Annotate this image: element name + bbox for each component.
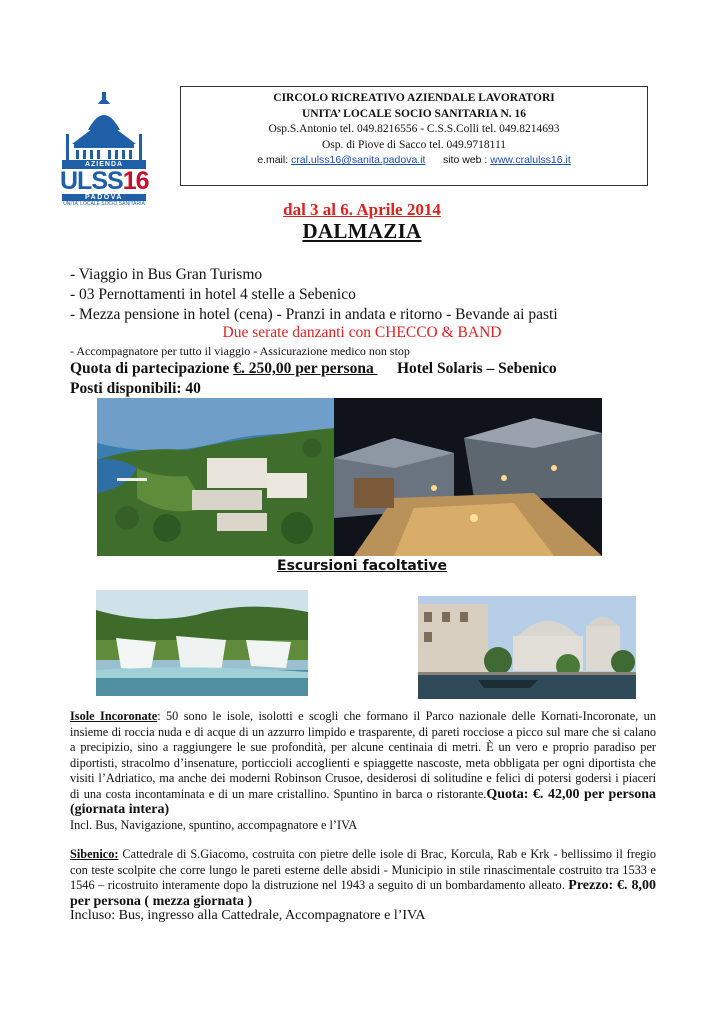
isole-text: : 50 sono le isole, isolotti e scogli che formano il Parco nazionale delle Kornati-Incoronate, un insieme di roccia nuda e di acque di un azzurro limpido e trasparente, di pareti rocciose a picco sul mare che si calano a precipizio, sino a raggiungere le sue profondità, per alcune centinaia di metri. È un vero e proprio paradiso per diportisti, stracolmo d’insenature, porticcioli accoglienti e spiaggette nascoste, meta obbligata per ogni diportista che visiti l’Adriatico, ma anche dei moderni Robinson Crusoe, desiderosi di solitudine e felici di potersi godersi i piaceri di una costa incontaminata e di un mare cristallino. Spuntino in barca o ristorante. xyxy=(70,709,656,801)
sibenico-price: Prezzo: €. 8,00 per persona ( mezza giornata ) xyxy=(70,878,656,909)
logo-number: 16 xyxy=(122,167,149,195)
web-label: sito web : xyxy=(442,154,491,166)
header-line-1: CIRCOLO RICREATIVO AZIENDALE LAVORATORI xyxy=(273,92,555,104)
accompaniment-note: - Accompagnatore per tutto il viaggio - Assicurazione medico non stop xyxy=(70,344,410,358)
isole-price: Quota: €. 42,00 per persona (giornata intera) xyxy=(70,786,656,817)
header-box xyxy=(180,86,648,186)
hotel-aerial-photo xyxy=(97,398,334,556)
website-link[interactable]: www.cralulss16.it xyxy=(490,154,571,166)
sibenico-text: Cattedrale di S.Giacomo, costruita con pietre delle isole di Brac, Korcula, Rab e Krk - bellissimo il fregio con teste scolpite che corre lungo le pareti esterne delle absidi - Municipio in stile rinascimentale costruito tra 1533 e 1546 – ricostruito interamente dopo la distruzione nel 1943 a seguito di un bombardamento alleato. xyxy=(70,847,656,892)
quota-price: €. 250,00 per persona xyxy=(233,360,378,377)
logo-azienda: AZIENDA xyxy=(84,161,124,168)
trip-dates: dal 3 al 6. Aprile 2014 xyxy=(283,200,441,219)
quota-label: Quota di partecipazione xyxy=(70,360,230,377)
isole-included: Incl. Bus, Navigazione, spuntino, accompagnatore e l’IVA xyxy=(70,818,358,832)
logo-padova: PADOVA xyxy=(85,194,123,201)
sibenico-name: Sibenico: xyxy=(70,847,119,861)
logo-ulss xyxy=(60,168,152,195)
ulss16-logo xyxy=(58,86,150,206)
logo-ulss-text: ULSS xyxy=(60,167,123,195)
header-line-3: Osp.S.Antonio tel. 049.8216556 - C.S.S.Colli tel. 049.8214693 xyxy=(268,123,560,135)
dance-evenings: Due serate danzanti con CHECCO & BAND xyxy=(222,324,502,341)
logo-caption: UNITA' LOCALE SOCIO SANITARIA xyxy=(63,201,145,207)
trip-destination: DALMAZIA xyxy=(302,219,422,243)
sibenico-included: Incluso: Bus, ingresso alla Cattedrale, Accompagnatore e l’IVA xyxy=(70,908,426,923)
cathedral-photo xyxy=(418,596,636,699)
old-town-night-photo xyxy=(334,398,602,556)
isole-name: Isole Incoronate xyxy=(70,709,158,723)
sibenico-description xyxy=(70,847,656,909)
hotel-name: Hotel Solaris – Sebenico xyxy=(396,360,557,377)
email-link[interactable]: cral.ulss16@sanita.padova.it xyxy=(291,154,426,166)
available-seats: Posti disponibili: 40 xyxy=(70,380,201,397)
participation-fee xyxy=(70,360,557,378)
waterfalls-photo xyxy=(96,590,308,696)
header-line-4: Osp. di Piove di Sacco tel. 049.9718111 xyxy=(321,138,507,151)
header-line-2: UNITA’ LOCALE SOCIO SANITARIA N. 16 xyxy=(301,107,527,120)
header-contacts xyxy=(181,153,647,169)
excursions-title: Escursioni facoltative xyxy=(277,558,447,574)
trip-item: - Viaggio in Bus Gran Turismo xyxy=(70,266,263,283)
trip-item: - 03 Pernottamenti in hotel 4 stelle a Sebenico xyxy=(70,286,356,303)
email-label: e.mail: xyxy=(257,154,292,166)
isole-incoronate-description xyxy=(70,709,656,818)
trip-item: - Mezza pensione in hotel (cena) - Pranzi in andata e ritorno - Bevande ai pasti xyxy=(70,306,558,323)
